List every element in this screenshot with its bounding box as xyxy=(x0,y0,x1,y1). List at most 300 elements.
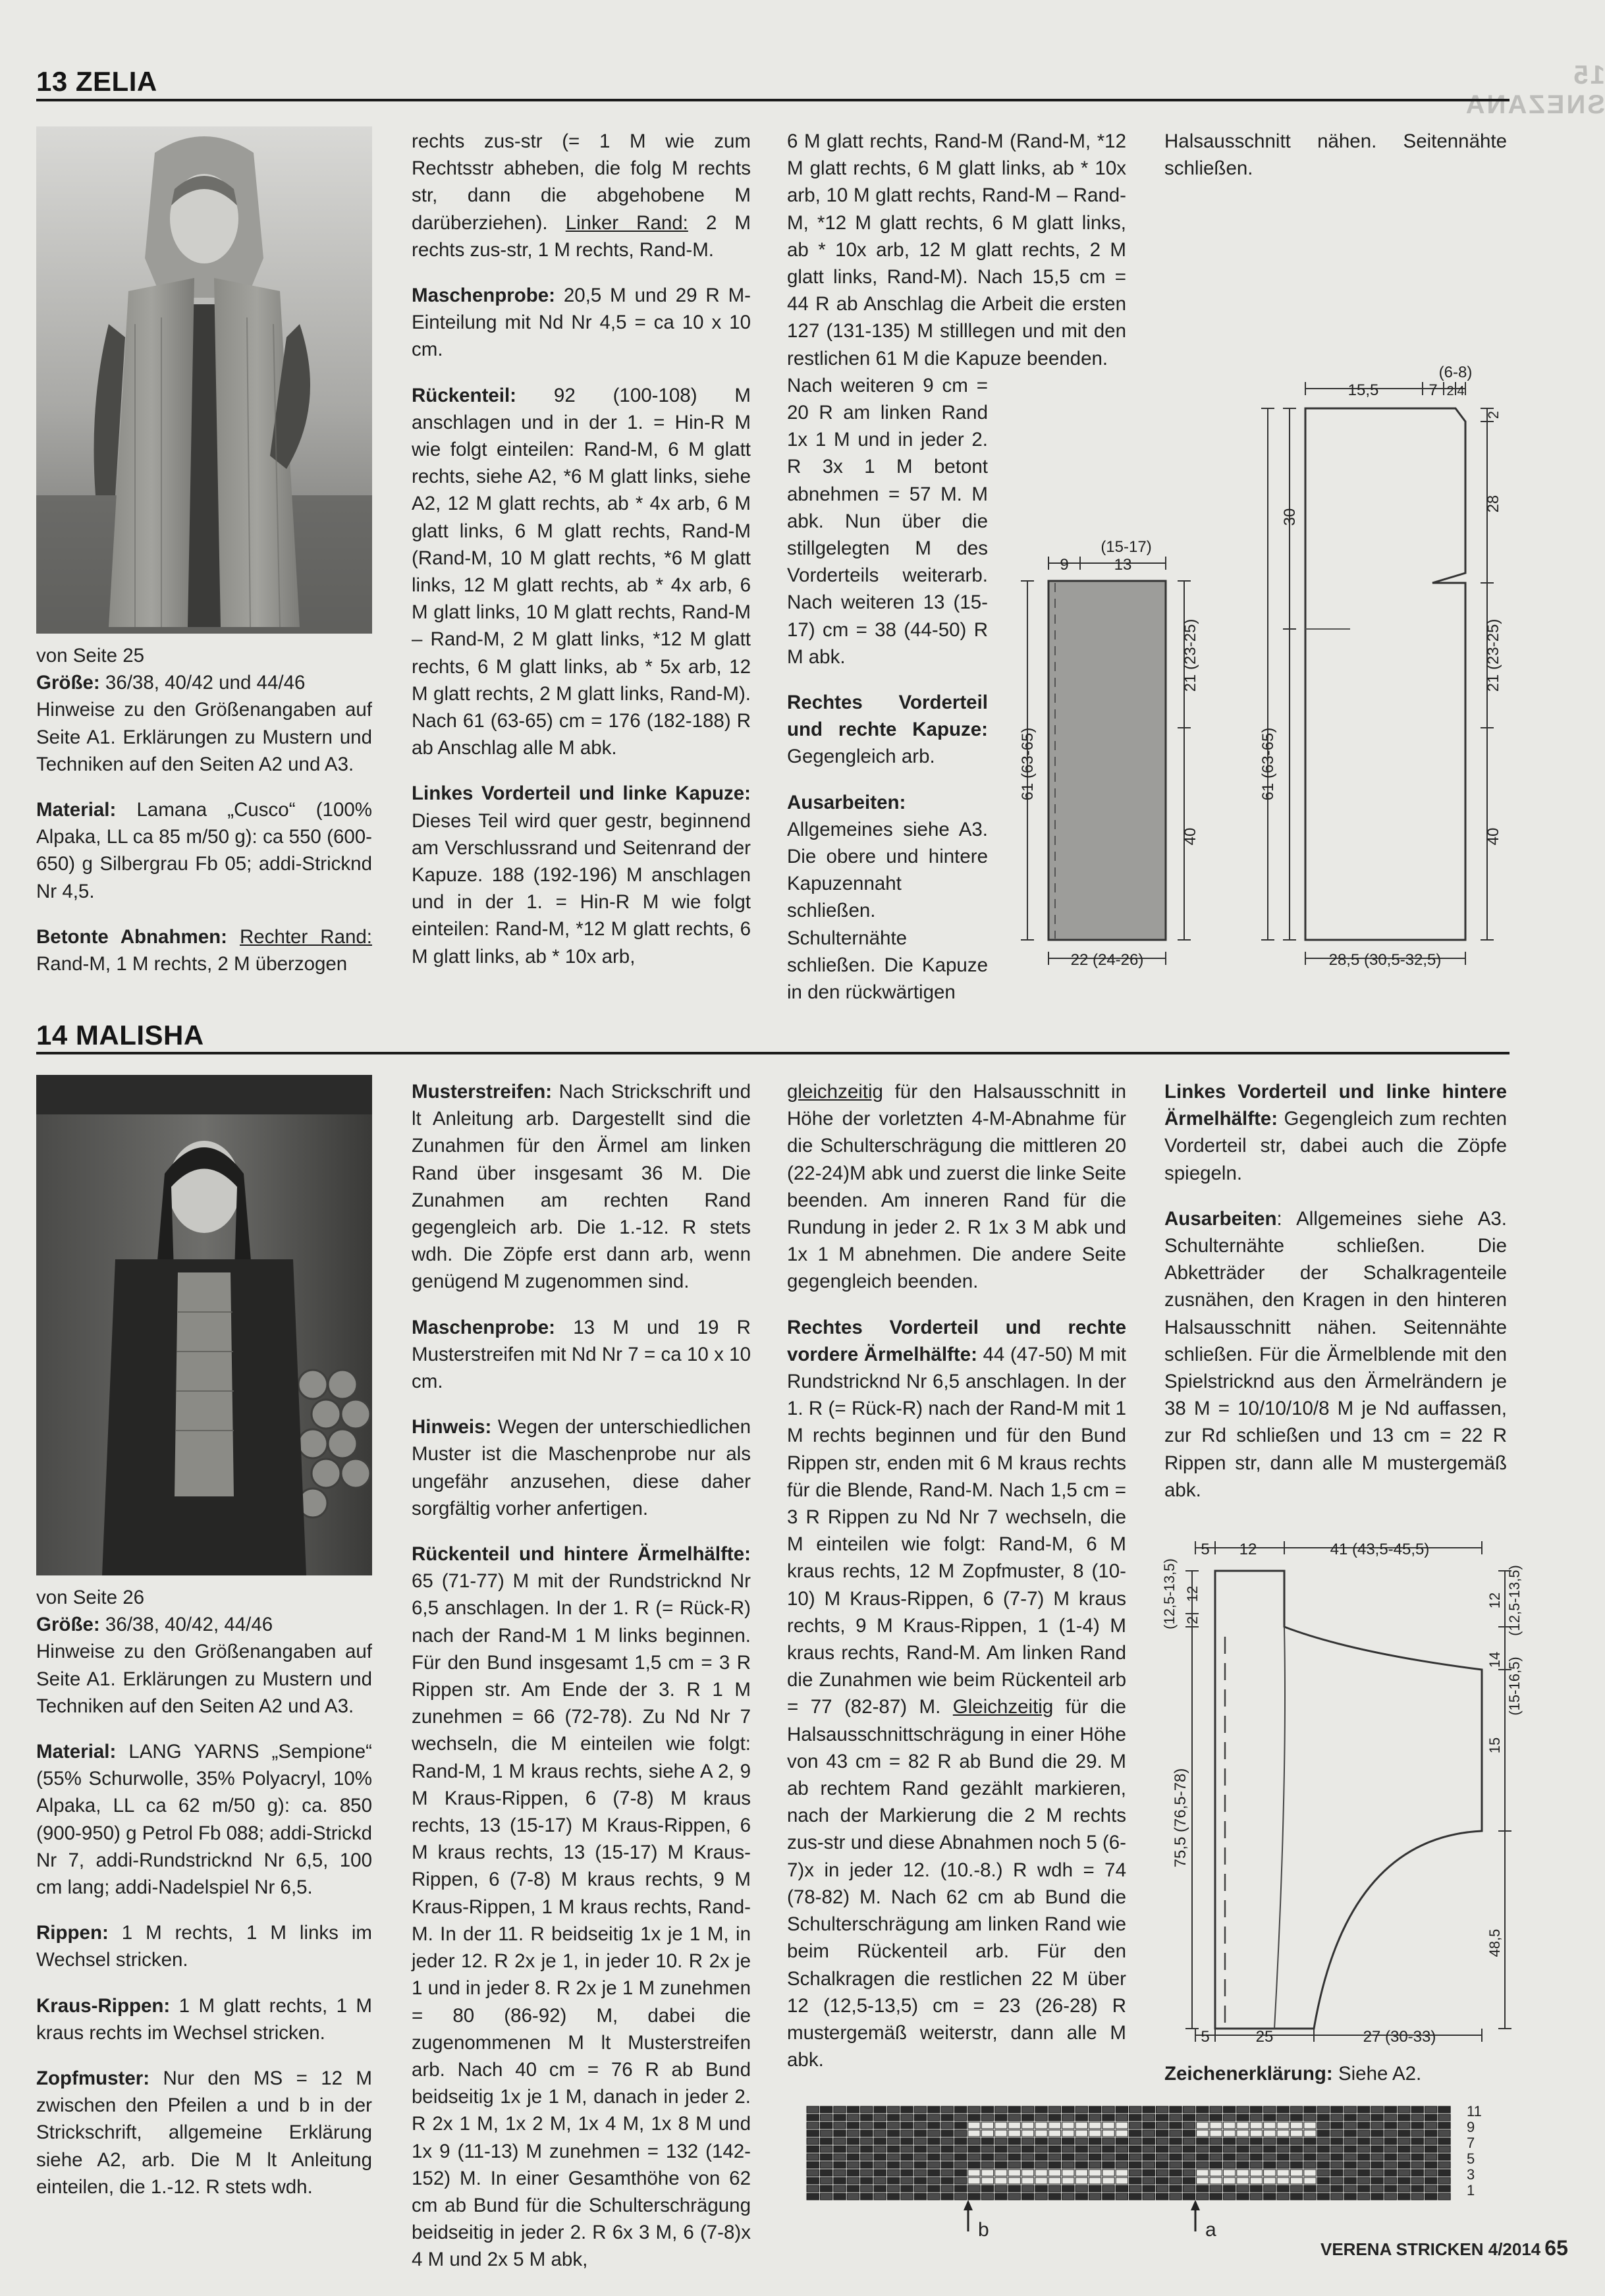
chart-cell xyxy=(941,2114,953,2121)
chart-cell xyxy=(1089,2138,1101,2145)
chart-cell xyxy=(1317,2146,1329,2152)
chart-cell xyxy=(1035,2106,1047,2113)
chart-cell xyxy=(1223,2162,1235,2168)
chart-cell xyxy=(834,2122,846,2129)
chart-cell xyxy=(847,2130,859,2137)
chart-cell xyxy=(1156,2162,1168,2168)
chart-cell xyxy=(1210,2154,1222,2160)
dim-label: 2 xyxy=(1485,410,1502,420)
chart-cell xyxy=(901,2106,913,2113)
chart-cell xyxy=(1223,2154,1235,2160)
chart-cell xyxy=(968,2106,980,2113)
gauge-label: Maschenprobe: xyxy=(412,1316,556,1338)
chart-cell xyxy=(887,2170,899,2176)
chart-cell xyxy=(1048,2138,1060,2145)
chart-cell xyxy=(1021,2170,1033,2176)
chart-cell xyxy=(1411,2146,1423,2152)
chart-cell xyxy=(1317,2185,1329,2192)
chart-cell xyxy=(1384,2138,1396,2145)
chart-cell xyxy=(1250,2106,1262,2113)
chart-cell xyxy=(995,2154,1007,2160)
col3-text-1: 6 M glatt rechts, Rand-M (Rand-M, *12 M glatt rechts, 6 M glatt links, ab * 10x arb, 10 M glatt rechts, Rand-M – Rand-M, *12 M glatt rechts, 6 M glatt links, ab * 10x arb, 12 M glatt rechts, 2 M glatt links, Rand-M). Nach 15,5 cm = 44 R ab Anschlag die Arbeit die ersten 127 (131-135) M stilllegen und mit den restlichen 61 M die Kapuze beenden. xyxy=(787,130,1126,369)
chart-cell xyxy=(1075,2122,1087,2129)
front-piece-diagram xyxy=(1259,364,1502,969)
chart-cell xyxy=(861,2193,873,2200)
size-value: 36/38, 40/42, 44/46 xyxy=(105,1614,273,1636)
chart-cell xyxy=(1048,2154,1060,2160)
chart-cell xyxy=(1277,2170,1289,2176)
chart-cell xyxy=(1116,2162,1128,2168)
chart-cell xyxy=(1250,2138,1262,2145)
chart-cell xyxy=(861,2170,873,2176)
zelia-col-2 xyxy=(412,128,751,989)
dim-label: (15-17) xyxy=(1101,538,1152,556)
chart-cell xyxy=(1183,2185,1195,2192)
right-front-text-b: für die Halsausschnittschrägung in einer Höhe von 43 cm = 82 R ab Bund die 29. M ab rechtem Rand gezählt markieren, nach der Markierung die 2 M rechts zus-str und diese Abnahmen noch 5 (6-7)x in jeder 12. (10.-8.) R wdh = 74 (78-82) M. Nach 62 cm ab Bund die Schulterschrägung am linken Rand wie beim Rückenteil arb. Für den Schalkragen die restlichen 22 M über 12 (12,5-13,5) cm = 23 (26-28) R mustergemäß weiterstr, dann alle M abk. xyxy=(787,1696,1126,2071)
chart-cell xyxy=(1331,2146,1343,2152)
row-number: 7 xyxy=(1467,2135,1475,2151)
back-text: 65 (71-77) M mit der Rundstricknd Nr 6,5 anschlagen. In der 1. R (= Rück-R) nach der Rand-M 1 M links beginnen. Für den Bund insgesamt 1,5 cm = 3 R Rippen str. Am Ende der 3. R 1 M zunehmen = 66 (72-78). Zu Nd Nr 7 wechseln, die M einteilen wie folgt: Rand-M, 1 M kraus rechts, siehe A 2, 9 M Kraus-Rippen, 6 (7-8) M kraus rechts, 13 (15-17) M Kraus-Rippen, 6 M kraus rechts, 13 (15-17) M Kraus-Rippen, 6 (7-8) M kraus rechts, 9 M Kraus-Rippen, 1 M kraus rechts, Rand-M. In der 11. R beidseitig 1x je 1 M, in jeder 12. R 2x je 1, in jeder 10. R 2x je 1 und in jeder 8. R 2x je 1 M zunehmen = 80 (86-92) M, dabei die zugenommenen M lt Musterstreifen arb. Nach 40 cm = 76 R ab Bund beidseitig 1x je 1 M, danach in jeder 2. R 2x 1 M, 1x 2 M, 1x 4 M, 1x 8 M und 1x 9 (11-13) M zunehmen = 132 (142-152) M. In einer Gesamthöhe von 62 cm ab Bund für die Schulterschrägung beidseitig in jeder 2. R 6x 3 M, 6 (7-8)x 4 M und 2x 5 M abk, xyxy=(412,1570,751,2271)
chart-cell xyxy=(1304,2146,1316,2152)
chart-cell xyxy=(1371,2177,1383,2184)
chart-cell xyxy=(1277,2122,1289,2129)
dim-label: 9 xyxy=(1060,556,1069,574)
dim-label: 28 xyxy=(1484,495,1502,513)
chart-cell xyxy=(1411,2185,1423,2192)
chart-cell xyxy=(1035,2162,1047,2168)
gauge-label: Maschenprobe: xyxy=(412,285,556,307)
chart-cell xyxy=(1317,2154,1329,2160)
cable-label: Zopfmuster: xyxy=(36,2067,150,2090)
dim-label: 12 xyxy=(1239,1541,1257,1558)
chart-cell xyxy=(995,2162,1007,2168)
chart-cell xyxy=(1304,2162,1316,2168)
chart-cell xyxy=(834,2185,846,2192)
chart-cell xyxy=(1398,2154,1410,2160)
chart-cell xyxy=(1398,2170,1410,2176)
chart-cell xyxy=(887,2146,899,2152)
chart-cell xyxy=(1129,2106,1141,2113)
chart-cell xyxy=(1129,2130,1141,2137)
chart-cell xyxy=(1438,2162,1450,2168)
chart-cell xyxy=(1143,2122,1155,2129)
chart-cell xyxy=(1008,2146,1020,2152)
chart-cell xyxy=(1317,2130,1329,2137)
chart-cell xyxy=(1062,2122,1074,2129)
chart-cell xyxy=(914,2185,926,2192)
chart-cell xyxy=(1089,2185,1101,2192)
chart-cell xyxy=(1304,2122,1316,2129)
chart-cell xyxy=(1183,2177,1195,2184)
chart-cell xyxy=(887,2138,899,2145)
chart-cell xyxy=(1398,2177,1410,2184)
chart-cell xyxy=(1008,2114,1020,2121)
chart-cell xyxy=(1116,2130,1128,2137)
chart-cell xyxy=(1102,2177,1114,2184)
chart-cell xyxy=(928,2106,940,2113)
back-text: 92 (100-108) M anschlagen und in der 1. = Hin-R M wie folgt einteilen: Rand-M, 6 M glatt rechts, siehe A2, *6 M glatt links, siehe A2, 12 M glatt rechts, ab * 4x arb, 6 M glatt links, 6 M glatt rechts, Rand-M (Rand-M, 10 M glatt rechts, *6 M glatt links, 12 M glatt rechts, ab * 4x arb, 6 M glatt links, 10 M glatt rechts, Rand-M – Rand-M, 2 M glatt links, *12 M glatt rechts, 6 M glatt links, ab * 5x arb, 12 M glatt rechts, 2 M glatt links, Rand-M). Nach 61 (63-65) cm = 176 (182-188) R ab Anschlag alle M abk. xyxy=(412,384,751,759)
chart-cell xyxy=(1048,2146,1060,2152)
chart-cell xyxy=(874,2177,886,2184)
chart-cell xyxy=(954,2177,966,2184)
chart-cell xyxy=(1237,2177,1249,2184)
chart-cell xyxy=(1237,2122,1249,2129)
chart-cell xyxy=(1116,2114,1128,2121)
chart-cell xyxy=(1089,2170,1101,2176)
chart-cell xyxy=(1331,2170,1343,2176)
chart-cell xyxy=(1183,2170,1195,2176)
chart-cell xyxy=(874,2130,886,2137)
dim-label: 13 xyxy=(1114,556,1132,574)
chart-cell xyxy=(1411,2162,1423,2168)
dim-label: 15,5 xyxy=(1347,381,1379,399)
chart-cell xyxy=(1183,2138,1195,2145)
chart-cell xyxy=(834,2154,846,2160)
chart-cell xyxy=(1156,2146,1168,2152)
chart-cell xyxy=(1021,2122,1033,2129)
chart-cell xyxy=(1197,2130,1209,2137)
chart-cell xyxy=(1344,2122,1356,2129)
chart-cell xyxy=(1008,2162,1020,2168)
chart-cell xyxy=(1183,2106,1195,2113)
chart-cell xyxy=(1062,2185,1074,2192)
chart-cell xyxy=(834,2170,846,2176)
chart-cell xyxy=(1210,2114,1222,2121)
chart-cell xyxy=(1384,2130,1396,2137)
zelia-col-1 xyxy=(36,642,372,996)
chart-cell xyxy=(941,2130,953,2137)
chart-cell xyxy=(820,2193,832,2200)
chart-cell xyxy=(1116,2193,1128,2200)
chart-cell xyxy=(1008,2193,1020,2200)
chart-cell xyxy=(807,2177,819,2184)
chart-cell xyxy=(807,2138,819,2145)
chart-cell xyxy=(1384,2106,1396,2113)
chart-cell xyxy=(914,2106,926,2113)
chart-cell xyxy=(1371,2193,1383,2200)
from-page: von Seite 26 xyxy=(36,1587,145,1608)
chart-cell xyxy=(1425,2162,1436,2168)
chart-cell xyxy=(1129,2138,1141,2145)
chart-cell xyxy=(807,2146,819,2152)
chart-cell xyxy=(1237,2114,1249,2121)
chart-cell xyxy=(1398,2185,1410,2192)
chart-cell xyxy=(1250,2154,1262,2160)
chart-cell xyxy=(1384,2193,1396,2200)
chart-cell xyxy=(1143,2185,1155,2192)
chart-cell xyxy=(1357,2114,1369,2121)
chart-cell xyxy=(1008,2122,1020,2129)
chart-cell xyxy=(1371,2130,1383,2137)
chart-cell xyxy=(1021,2177,1033,2184)
chart-cell xyxy=(847,2114,859,2121)
chart-cell xyxy=(1304,2114,1316,2121)
dim-label: 61 (63-65) xyxy=(1019,727,1037,801)
chart-cell xyxy=(1425,2193,1436,2200)
chart-cell xyxy=(1008,2177,1020,2184)
chart-cell xyxy=(928,2177,940,2184)
chart-cell xyxy=(1371,2114,1383,2121)
row-number: 5 xyxy=(1467,2150,1475,2167)
chart-cell xyxy=(1008,2185,1020,2192)
dim-label: 41 (43,5-45,5) xyxy=(1330,1541,1430,1558)
chart-cell xyxy=(1075,2162,1087,2168)
chart-cell xyxy=(1197,2154,1209,2160)
dim-label: 5 xyxy=(1201,1541,1210,1558)
dim-label: 40 xyxy=(1484,827,1502,846)
chart-cell xyxy=(1425,2114,1436,2121)
chart-cell xyxy=(1290,2154,1302,2160)
right-front-text: Gegengleich arb. xyxy=(787,746,935,768)
chart-cell xyxy=(847,2177,859,2184)
chart-cell xyxy=(1344,2154,1356,2160)
chart-cell xyxy=(1075,2130,1087,2137)
chart-cell xyxy=(1398,2130,1410,2137)
chart-cell xyxy=(834,2114,846,2121)
chart-cell xyxy=(1116,2185,1128,2192)
chart-cell xyxy=(1210,2177,1222,2184)
chart-cell xyxy=(834,2162,846,2168)
chart-cell xyxy=(1143,2146,1155,2152)
chart-cell xyxy=(1264,2170,1276,2176)
chart-cell xyxy=(1344,2162,1356,2168)
chart-cell xyxy=(954,2170,966,2176)
chart-cell xyxy=(1048,2177,1060,2184)
chart-cell xyxy=(914,2177,926,2184)
chart-cell xyxy=(1344,2138,1356,2145)
simultaneously-label-2: Gleichzeitig xyxy=(952,1696,1054,1718)
chart-cell xyxy=(1143,2162,1155,2168)
chart-cell xyxy=(1210,2130,1222,2137)
chart-grid xyxy=(807,2106,1450,2200)
chart-cell xyxy=(1048,2162,1060,2168)
chart-cell xyxy=(1290,2177,1302,2184)
chart-cell xyxy=(901,2130,913,2137)
dim-label: (15-16,5) xyxy=(1506,1656,1523,1716)
chart-cell xyxy=(1156,2138,1168,2145)
chart-cell xyxy=(1223,2193,1235,2200)
chart-cell xyxy=(1197,2146,1209,2152)
finishing-text: Allgemeines siehe A3. Die obere und hintere Kapuzennaht schließen. Schulternähte schließen. Die Kapuze in den rückwärtigen xyxy=(787,818,988,1004)
right-edge-label: Rechter Rand: xyxy=(239,925,373,948)
chart-cell xyxy=(954,2154,966,2160)
chart-cell xyxy=(1021,2185,1033,2192)
chart-cell xyxy=(901,2122,913,2129)
chart-cell xyxy=(1237,2170,1249,2176)
chart-cell xyxy=(995,2177,1007,2184)
chart-cell xyxy=(1197,2162,1209,2168)
chart-cell xyxy=(1170,2138,1182,2145)
rib-text: 1 M rechts, 1 M links im Wechsel stricken. xyxy=(36,1922,372,1971)
chart-cell xyxy=(847,2185,859,2192)
chart-cell xyxy=(1170,2162,1182,2168)
chart-cell xyxy=(1143,2114,1155,2121)
chart-cell xyxy=(1062,2177,1074,2184)
chart-cell xyxy=(847,2162,859,2168)
chart-cell xyxy=(887,2185,899,2192)
chart-cell xyxy=(820,2185,832,2192)
chart-cell xyxy=(1116,2106,1128,2113)
chart-cell xyxy=(1223,2130,1235,2137)
section-title-malisha: 14 MALISHA xyxy=(36,1020,204,1051)
dim-label: 15 xyxy=(1486,1737,1503,1754)
chart-cell xyxy=(1075,2146,1087,2152)
chart-cell xyxy=(1384,2185,1396,2192)
dim-label: 40 xyxy=(1182,827,1199,846)
chart-cell xyxy=(861,2154,873,2160)
chart-cell xyxy=(1317,2106,1329,2113)
chart-cell xyxy=(1371,2154,1383,2160)
chart-cell xyxy=(1197,2185,1209,2192)
section-rule xyxy=(36,1052,1510,1054)
chart-cell xyxy=(995,2170,1007,2176)
left-front-text: Dieses Teil wird quer gestr, beginnend am Verschlussrand und Seitenrand der Kapuze. 188 (192-196) M anschlagen und in der 1. = Hin-R M wie folgt einteilen: Rand-M, *12 M glatt rechts, 6 M glatt links, ab * 10x arb, xyxy=(412,809,751,968)
chart-cell xyxy=(807,2185,819,2192)
chart-cell xyxy=(914,2114,926,2121)
chart-cell xyxy=(1264,2193,1276,2200)
chart-cell xyxy=(1411,2138,1423,2145)
chart-cell xyxy=(1264,2122,1276,2129)
simultaneously-label: gleichzeitig xyxy=(787,1081,883,1103)
chart-cell xyxy=(1048,2193,1060,2200)
chart-cell xyxy=(1425,2122,1436,2129)
row-number: 3 xyxy=(1467,2166,1475,2183)
chart-cell xyxy=(1290,2185,1302,2192)
chart-cell xyxy=(1129,2170,1141,2176)
chart-cell xyxy=(928,2146,940,2152)
chart-cell xyxy=(887,2177,899,2184)
chart-cell xyxy=(1129,2154,1141,2160)
chart-cell xyxy=(1317,2170,1329,2176)
chart-cell xyxy=(1210,2162,1222,2168)
decrease-label: Betonte Abnahmen: xyxy=(36,925,227,948)
dim-label: (12,5-13,5) xyxy=(1161,1558,1178,1629)
chart-cell xyxy=(901,2154,913,2160)
chart-cell xyxy=(968,2185,980,2192)
chart-cell xyxy=(968,2138,980,2145)
chart-cell xyxy=(1277,2185,1289,2192)
chart-cell xyxy=(1438,2130,1450,2137)
chart-cell xyxy=(1170,2114,1182,2121)
chart-cell xyxy=(954,2185,966,2192)
chart-cell xyxy=(1156,2154,1168,2160)
chart-cell xyxy=(1062,2193,1074,2200)
chart-cell xyxy=(1344,2185,1356,2192)
chart-cell xyxy=(1250,2162,1262,2168)
chart-cell xyxy=(1384,2154,1396,2160)
chart-cell xyxy=(1021,2130,1033,2137)
chart-cell xyxy=(1183,2146,1195,2152)
page-number: 65 xyxy=(1544,2236,1568,2260)
chart-cell xyxy=(1264,2106,1276,2113)
chart-cell xyxy=(1438,2122,1450,2129)
chart-cell xyxy=(1398,2122,1410,2129)
chart-cell xyxy=(1237,2130,1249,2137)
chart-cell xyxy=(1264,2154,1276,2160)
chart-cell xyxy=(861,2138,873,2145)
chart-cell xyxy=(1344,2170,1356,2176)
chart-cell xyxy=(1129,2193,1141,2200)
chart-cell xyxy=(1277,2177,1289,2184)
chart-cell xyxy=(1021,2154,1033,2160)
chart-cell xyxy=(1156,2193,1168,2200)
magazine-name: VERENA STRICKEN 4/2014 xyxy=(1320,2239,1541,2259)
chart-cell xyxy=(954,2193,966,2200)
chart-cell xyxy=(807,2193,819,2200)
chart-cell xyxy=(914,2193,926,2200)
chart-cell xyxy=(1021,2193,1033,2200)
chart-cell xyxy=(1331,2162,1343,2168)
chart-cell xyxy=(847,2138,859,2145)
chart-cell xyxy=(807,2130,819,2137)
malisha-col-2 xyxy=(412,1078,751,2292)
chart-cell xyxy=(954,2122,966,2129)
left-front-label: Linkes Vorderteil und linke Kapuze: xyxy=(412,782,751,805)
chart-cell xyxy=(861,2146,873,2152)
chart-cell xyxy=(914,2170,926,2176)
chart-cell xyxy=(1197,2106,1209,2113)
finishing-label: Ausarbeiten xyxy=(1164,1207,1277,1230)
chart-cell xyxy=(1277,2130,1289,2137)
chart-cell xyxy=(1237,2106,1249,2113)
chart-cell xyxy=(1223,2170,1235,2176)
chart-cell xyxy=(1411,2177,1423,2184)
chart-cell xyxy=(861,2114,873,2121)
dim-label: 28,5 (30,5-32,5) xyxy=(1328,951,1442,969)
chart-cell xyxy=(901,2170,913,2176)
chart-cell xyxy=(1357,2170,1369,2176)
chart-cell xyxy=(847,2154,859,2160)
chart-cell xyxy=(1384,2177,1396,2184)
chart-cell xyxy=(1048,2106,1060,2113)
continued-text: rechts zus-str (= 1 M wie zum Rechtsstr abheben, die folg M rechts str, dann die abgehobene M darüberziehen). xyxy=(412,130,751,234)
chart-cell xyxy=(1062,2146,1074,2152)
chart-cell xyxy=(1398,2193,1410,2200)
row-number: 1 xyxy=(1467,2182,1475,2199)
chart-cell xyxy=(1331,2185,1343,2192)
chart-cell xyxy=(1089,2154,1101,2160)
malisha-col-4 xyxy=(1164,1078,1507,1522)
size-value: 36/38, 40/42 und 44/46 xyxy=(105,672,306,694)
chart-cell xyxy=(901,2162,913,2168)
chart-cell xyxy=(1411,2122,1423,2129)
chart-cell xyxy=(1102,2122,1114,2129)
chart-cell xyxy=(1331,2193,1343,2200)
section-title-zelia: 13 ZELIA xyxy=(36,66,157,97)
chart-cell xyxy=(1170,2185,1182,2192)
chart-cell xyxy=(1102,2114,1114,2121)
chart-cell xyxy=(1062,2106,1074,2113)
chart-cell xyxy=(1143,2138,1155,2145)
col3-text-1: für den Halsausschnitt in Höhe der vorletzten 4-M-Abnahme für die Schulterschrägung die mittleren 20 (22-24)M abk und zuerst die linke Seite beenden. Am inneren Rand für die Rundung in jeder 2. R 1x 3 M abk und 1x 1 M abnehmen. Die andere Seite gegengleich beenden. xyxy=(787,1081,1126,1293)
chart-cell xyxy=(1425,2170,1436,2176)
chart-cell xyxy=(1035,2177,1047,2184)
section-rule xyxy=(36,99,1510,101)
chart-cell xyxy=(1035,2154,1047,2160)
dim-label: 7 xyxy=(1428,381,1438,399)
gauge-text: 20,5 M und 29 R M-Einteilung mit Nd Nr 4,5 = ca 10 x 10 cm. xyxy=(412,285,751,361)
chart-cell xyxy=(1250,2146,1262,2152)
chart-cell xyxy=(1290,2122,1302,2129)
chart-cell xyxy=(1277,2138,1289,2145)
chart-cell xyxy=(1398,2138,1410,2145)
chart-cell xyxy=(1197,2177,1209,2184)
chart-cell xyxy=(874,2138,886,2145)
chart-cell xyxy=(1250,2130,1262,2137)
chart-cell xyxy=(981,2114,993,2121)
chart-cell xyxy=(1156,2177,1168,2184)
chart-cell xyxy=(1317,2114,1329,2121)
